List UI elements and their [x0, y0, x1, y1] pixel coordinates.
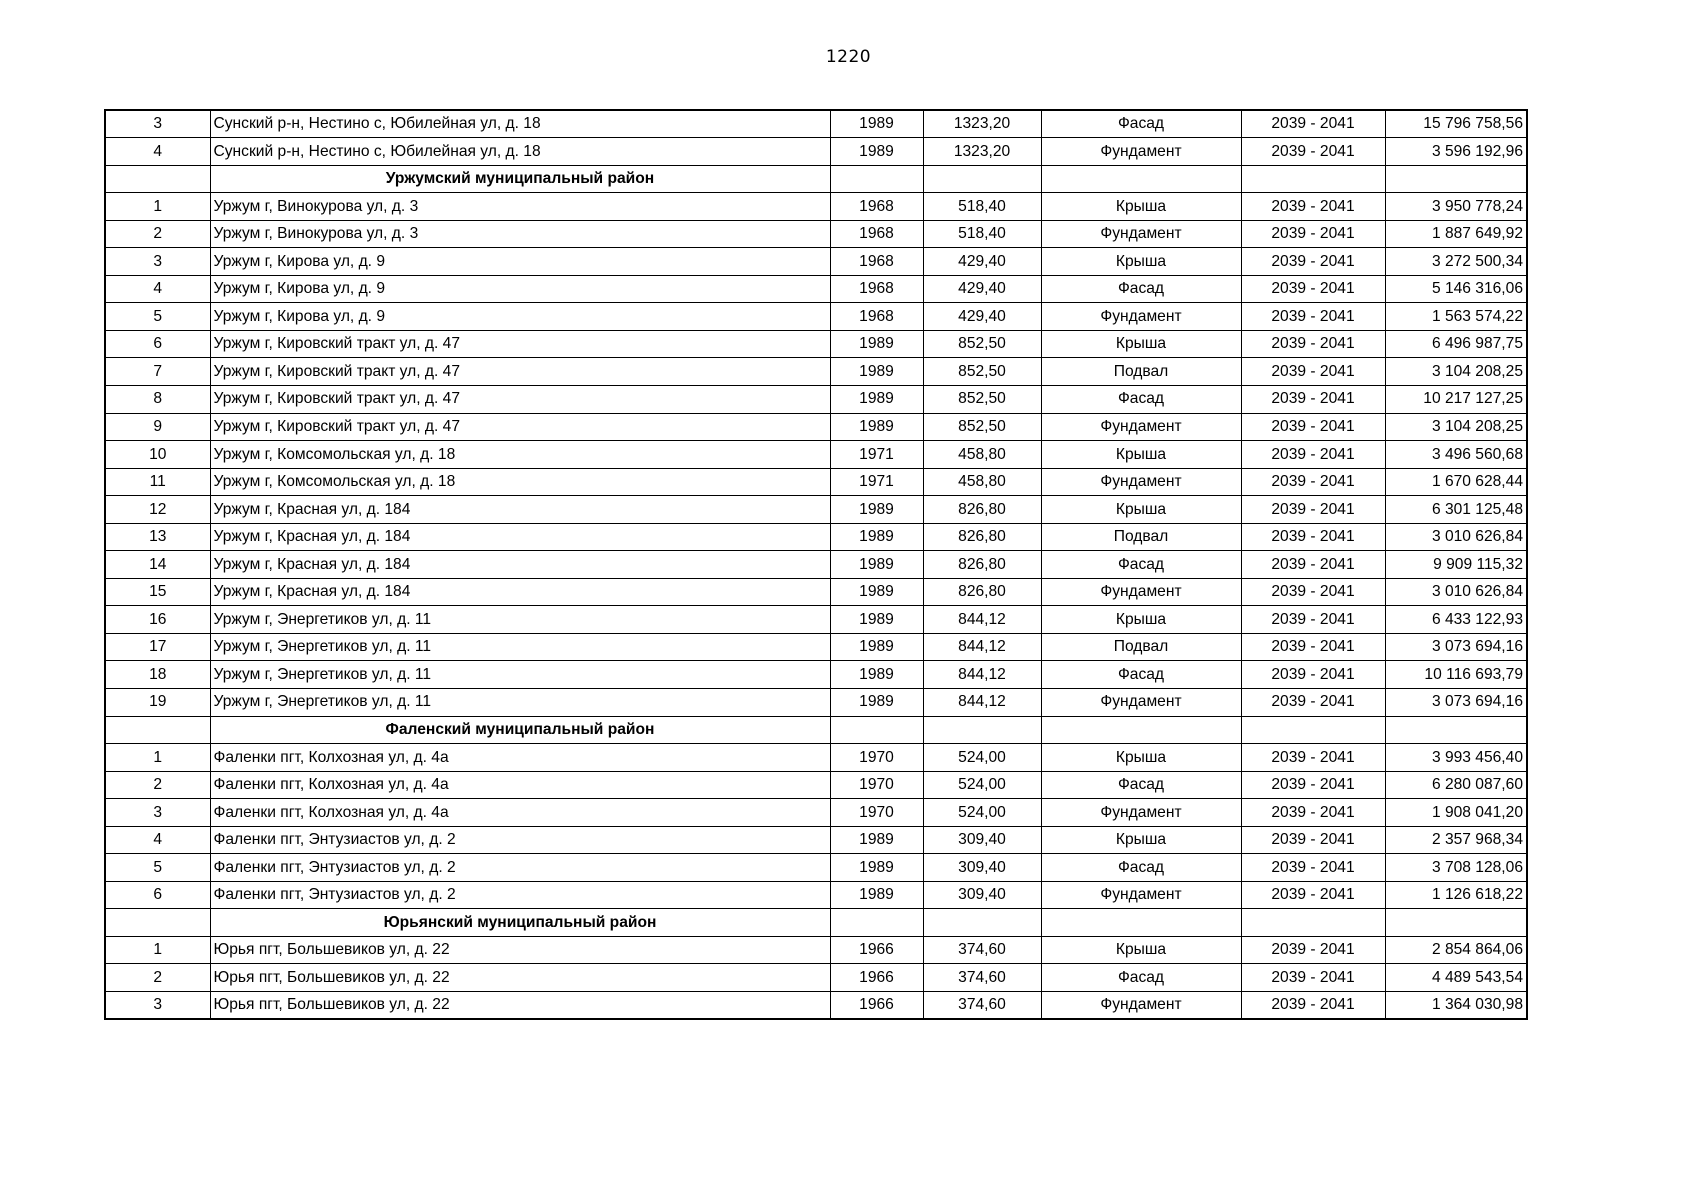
table-row: [105, 771, 1527, 799]
area-cell: 844,12: [923, 606, 1041, 634]
table-row: [105, 799, 1527, 827]
address-cell: Сунский р-н, Нестино с, Юбилейная ул, д. 18: [210, 110, 830, 138]
work-type-cell: Фасад: [1041, 551, 1241, 579]
cost-cell: 3 073 694,16: [1385, 688, 1527, 716]
address-cell: Уржум г, Красная ул, д. 184: [210, 578, 830, 606]
year-cell: 1989: [830, 633, 923, 661]
row-number-cell: 1: [105, 744, 210, 772]
area-cell: 826,80: [923, 496, 1041, 524]
area-cell: 844,12: [923, 661, 1041, 689]
address-cell: Уржум г, Энергетиков ул, д. 11: [210, 661, 830, 689]
work-type-cell: Крыша: [1041, 330, 1241, 358]
cost-cell: 1 908 041,20: [1385, 799, 1527, 827]
area-cell: 524,00: [923, 744, 1041, 772]
year-cell: 1970: [830, 799, 923, 827]
cost-cell: 6 280 087,60: [1385, 771, 1527, 799]
year-cell: 1968: [830, 248, 923, 276]
cost-cell: 3 950 778,24: [1385, 193, 1527, 221]
table-row: [105, 303, 1527, 331]
row-number-cell: 13: [105, 523, 210, 551]
year-cell: 1966: [830, 992, 923, 1020]
section-title: Фаленский муниципальный район: [210, 716, 830, 744]
address-cell: Уржум г, Кирова ул, д. 9: [210, 275, 830, 303]
table-row: [105, 964, 1527, 992]
area-cell: 524,00: [923, 799, 1041, 827]
address-cell: Уржум г, Комсомольская ул, д. 18: [210, 468, 830, 496]
period-cell: 2039 - 2041: [1241, 744, 1385, 772]
year-cell: 1989: [830, 578, 923, 606]
row-number-cell: [105, 165, 210, 193]
work-type-cell: Подвал: [1041, 523, 1241, 551]
year-cell: 1989: [830, 358, 923, 386]
address-cell: Уржум г, Кирова ул, д. 9: [210, 303, 830, 331]
table-row: [105, 633, 1527, 661]
address-cell: Юрья пгт, Большевиков ул, д. 22: [210, 992, 830, 1020]
area-cell: 518,40: [923, 193, 1041, 221]
work-type-cell: Фундамент: [1041, 881, 1241, 909]
row-number-cell: 6: [105, 881, 210, 909]
work-type-cell: Крыша: [1041, 193, 1241, 221]
year-cell: 1989: [830, 661, 923, 689]
period-cell: 2039 - 2041: [1241, 826, 1385, 854]
work-type-cell: Фундамент: [1041, 992, 1241, 1020]
year-cell: 1989: [830, 826, 923, 854]
period-cell: 2039 - 2041: [1241, 992, 1385, 1020]
address-cell: Фаленки пгт, Энтузиастов ул, д. 2: [210, 826, 830, 854]
year-cell: 1989: [830, 138, 923, 166]
area-cell: 429,40: [923, 275, 1041, 303]
row-number-cell: 12: [105, 496, 210, 524]
table-row: [105, 468, 1527, 496]
area-cell: 852,50: [923, 330, 1041, 358]
year-cell: 1989: [830, 881, 923, 909]
area-cell: 458,80: [923, 468, 1041, 496]
table-row: [105, 138, 1527, 166]
work-type-cell: Фасад: [1041, 661, 1241, 689]
row-number-cell: 3: [105, 248, 210, 276]
row-number-cell: 4: [105, 138, 210, 166]
period-cell: 2039 - 2041: [1241, 523, 1385, 551]
row-number-cell: 2: [105, 771, 210, 799]
table-row: [105, 744, 1527, 772]
address-cell: Фаленки пгт, Колхозная ул, д. 4а: [210, 771, 830, 799]
work-type-cell: Фасад: [1041, 110, 1241, 138]
period-cell: 2039 - 2041: [1241, 468, 1385, 496]
row-number-cell: 1: [105, 936, 210, 964]
work-type-cell: Фундамент: [1041, 578, 1241, 606]
cost-cell: 3 073 694,16: [1385, 633, 1527, 661]
work-type-cell: Фундамент: [1041, 799, 1241, 827]
period-cell: 2039 - 2041: [1241, 688, 1385, 716]
period-cell: 2039 - 2041: [1241, 138, 1385, 166]
address-cell: Уржум г, Кировский тракт ул, д. 47: [210, 358, 830, 386]
row-number-cell: [105, 716, 210, 744]
work-type-cell: Крыша: [1041, 826, 1241, 854]
year-cell: 1989: [830, 413, 923, 441]
cost-cell: 3 104 208,25: [1385, 413, 1527, 441]
table-row: [105, 275, 1527, 303]
address-cell: Уржум г, Винокурова ул, д. 3: [210, 220, 830, 248]
year-cell: 1966: [830, 936, 923, 964]
row-number-cell: 3: [105, 992, 210, 1020]
cost-cell: 10 217 127,25: [1385, 385, 1527, 413]
year-cell: 1989: [830, 385, 923, 413]
period-cell: 2039 - 2041: [1241, 441, 1385, 469]
row-number-cell: 11: [105, 468, 210, 496]
cost-cell: 3 010 626,84: [1385, 523, 1527, 551]
address-cell: Уржум г, Энергетиков ул, д. 11: [210, 606, 830, 634]
cost-cell: 1 563 574,22: [1385, 303, 1527, 331]
address-cell: Уржум г, Винокурова ул, д. 3: [210, 193, 830, 221]
area-cell: 524,00: [923, 771, 1041, 799]
year-cell: 1968: [830, 220, 923, 248]
row-number-cell: 10: [105, 441, 210, 469]
row-number-cell: 5: [105, 303, 210, 331]
year-cell: 1968: [830, 275, 923, 303]
cost-cell: 5 146 316,06: [1385, 275, 1527, 303]
table-row: [105, 854, 1527, 882]
period-cell: 2039 - 2041: [1241, 275, 1385, 303]
cost-cell: [1385, 716, 1527, 744]
row-number-cell: 4: [105, 826, 210, 854]
year-cell: 1968: [830, 303, 923, 331]
cost-cell: 3 010 626,84: [1385, 578, 1527, 606]
cost-cell: 10 116 693,79: [1385, 661, 1527, 689]
area-cell: [923, 716, 1041, 744]
work-type-cell: [1041, 165, 1241, 193]
cost-cell: 3 596 192,96: [1385, 138, 1527, 166]
period-cell: 2039 - 2041: [1241, 496, 1385, 524]
area-cell: 374,60: [923, 936, 1041, 964]
address-cell: Юрья пгт, Большевиков ул, д. 22: [210, 936, 830, 964]
table-row: [105, 578, 1527, 606]
work-type-cell: Крыша: [1041, 936, 1241, 964]
work-type-cell: Фундамент: [1041, 303, 1241, 331]
table-row: [105, 551, 1527, 579]
period-cell: [1241, 165, 1385, 193]
period-cell: 2039 - 2041: [1241, 193, 1385, 221]
address-cell: Уржум г, Энергетиков ул, д. 11: [210, 633, 830, 661]
period-cell: 2039 - 2041: [1241, 220, 1385, 248]
work-type-cell: Подвал: [1041, 358, 1241, 386]
area-cell: 309,40: [923, 854, 1041, 882]
table-row: [105, 110, 1527, 138]
table-row: [105, 193, 1527, 221]
row-number-cell: 16: [105, 606, 210, 634]
row-number-cell: 5: [105, 854, 210, 882]
row-number-cell: 8: [105, 385, 210, 413]
area-cell: 309,40: [923, 826, 1041, 854]
area-cell: 1323,20: [923, 138, 1041, 166]
work-type-cell: Фундамент: [1041, 413, 1241, 441]
row-number-cell: 7: [105, 358, 210, 386]
table-row: [105, 413, 1527, 441]
area-cell: 844,12: [923, 633, 1041, 661]
work-type-cell: Фасад: [1041, 854, 1241, 882]
row-number-cell: 9: [105, 413, 210, 441]
year-cell: 1968: [830, 193, 923, 221]
work-type-cell: Фасад: [1041, 771, 1241, 799]
period-cell: [1241, 716, 1385, 744]
cost-cell: 15 796 758,56: [1385, 110, 1527, 138]
cost-cell: 3 496 560,68: [1385, 441, 1527, 469]
table-row: [105, 248, 1527, 276]
row-number-cell: 19: [105, 688, 210, 716]
page-number: 1220: [825, 47, 872, 67]
address-cell: Уржум г, Красная ул, д. 184: [210, 496, 830, 524]
period-cell: 2039 - 2041: [1241, 248, 1385, 276]
cost-cell: 6 301 125,48: [1385, 496, 1527, 524]
address-cell: Фаленки пгт, Энтузиастов ул, д. 2: [210, 854, 830, 882]
address-cell: Уржум г, Кирова ул, д. 9: [210, 248, 830, 276]
area-cell: [923, 165, 1041, 193]
cost-cell: 1 887 649,92: [1385, 220, 1527, 248]
address-cell: Фаленки пгт, Колхозная ул, д. 4а: [210, 744, 830, 772]
work-type-cell: Крыша: [1041, 248, 1241, 276]
cost-cell: [1385, 909, 1527, 937]
cost-cell: 6 433 122,93: [1385, 606, 1527, 634]
period-cell: 2039 - 2041: [1241, 110, 1385, 138]
year-cell: 1971: [830, 441, 923, 469]
year-cell: 1989: [830, 688, 923, 716]
area-cell: 826,80: [923, 578, 1041, 606]
area-cell: 844,12: [923, 688, 1041, 716]
area-cell: 429,40: [923, 248, 1041, 276]
row-number-cell: [105, 909, 210, 937]
area-cell: 852,50: [923, 413, 1041, 441]
period-cell: 2039 - 2041: [1241, 799, 1385, 827]
period-cell: 2039 - 2041: [1241, 633, 1385, 661]
year-cell: 1971: [830, 468, 923, 496]
section-header-row: [105, 716, 1527, 744]
address-cell: Уржум г, Кировский тракт ул, д. 47: [210, 385, 830, 413]
area-cell: 458,80: [923, 441, 1041, 469]
row-number-cell: 14: [105, 551, 210, 579]
table-row: [105, 936, 1527, 964]
cost-cell: 2 854 864,06: [1385, 936, 1527, 964]
area-cell: 826,80: [923, 551, 1041, 579]
cost-cell: 6 496 987,75: [1385, 330, 1527, 358]
work-type-cell: Фундамент: [1041, 688, 1241, 716]
address-cell: Уржум г, Красная ул, д. 184: [210, 523, 830, 551]
cost-cell: 3 708 128,06: [1385, 854, 1527, 882]
row-number-cell: 2: [105, 964, 210, 992]
year-cell: 1989: [830, 606, 923, 634]
period-cell: 2039 - 2041: [1241, 606, 1385, 634]
period-cell: 2039 - 2041: [1241, 330, 1385, 358]
row-number-cell: 17: [105, 633, 210, 661]
table-row: [105, 992, 1527, 1020]
period-cell: 2039 - 2041: [1241, 551, 1385, 579]
year-cell: 1989: [830, 110, 923, 138]
cost-cell: 2 357 968,34: [1385, 826, 1527, 854]
year-cell: [830, 716, 923, 744]
address-cell: Уржум г, Красная ул, д. 184: [210, 551, 830, 579]
period-cell: 2039 - 2041: [1241, 881, 1385, 909]
year-cell: 1989: [830, 330, 923, 358]
period-cell: 2039 - 2041: [1241, 661, 1385, 689]
area-cell: [923, 909, 1041, 937]
work-type-cell: Крыша: [1041, 496, 1241, 524]
table-row: [105, 220, 1527, 248]
period-cell: 2039 - 2041: [1241, 936, 1385, 964]
address-cell: Фаленки пгт, Энтузиастов ул, д. 2: [210, 881, 830, 909]
cost-cell: 3 272 500,34: [1385, 248, 1527, 276]
row-number-cell: 2: [105, 220, 210, 248]
cost-cell: 3 104 208,25: [1385, 358, 1527, 386]
year-cell: [830, 165, 923, 193]
section-header-row: [105, 909, 1527, 937]
period-cell: 2039 - 2041: [1241, 854, 1385, 882]
period-cell: 2039 - 2041: [1241, 303, 1385, 331]
section-title: Юрьянский муниципальный район: [210, 909, 830, 937]
work-type-cell: Крыша: [1041, 606, 1241, 634]
address-cell: Уржум г, Кировский тракт ул, д. 47: [210, 413, 830, 441]
table-row: [105, 441, 1527, 469]
work-type-cell: [1041, 909, 1241, 937]
area-cell: 309,40: [923, 881, 1041, 909]
table-row: [105, 496, 1527, 524]
table-row: [105, 688, 1527, 716]
section-header-row: [105, 165, 1527, 193]
area-cell: 852,50: [923, 358, 1041, 386]
registry-table: [104, 109, 1528, 1020]
row-number-cell: 3: [105, 110, 210, 138]
cost-cell: 3 993 456,40: [1385, 744, 1527, 772]
period-cell: 2039 - 2041: [1241, 578, 1385, 606]
year-cell: 1970: [830, 771, 923, 799]
year-cell: 1970: [830, 744, 923, 772]
address-cell: Фаленки пгт, Колхозная ул, д. 4а: [210, 799, 830, 827]
cost-cell: 1 126 618,22: [1385, 881, 1527, 909]
year-cell: [830, 909, 923, 937]
table-row: [105, 330, 1527, 358]
area-cell: 374,60: [923, 992, 1041, 1020]
table-row: [105, 881, 1527, 909]
year-cell: 1989: [830, 854, 923, 882]
area-cell: 374,60: [923, 964, 1041, 992]
area-cell: 852,50: [923, 385, 1041, 413]
area-cell: 518,40: [923, 220, 1041, 248]
row-number-cell: 18: [105, 661, 210, 689]
table-row: [105, 661, 1527, 689]
row-number-cell: 3: [105, 799, 210, 827]
address-cell: Юрья пгт, Большевиков ул, д. 22: [210, 964, 830, 992]
work-type-cell: Крыша: [1041, 744, 1241, 772]
area-cell: 826,80: [923, 523, 1041, 551]
work-type-cell: [1041, 716, 1241, 744]
row-number-cell: 15: [105, 578, 210, 606]
period-cell: 2039 - 2041: [1241, 771, 1385, 799]
address-cell: Сунский р-н, Нестино с, Юбилейная ул, д. 18: [210, 138, 830, 166]
address-cell: Уржум г, Комсомольская ул, д. 18: [210, 441, 830, 469]
year-cell: 1989: [830, 496, 923, 524]
period-cell: 2039 - 2041: [1241, 385, 1385, 413]
cost-cell: [1385, 165, 1527, 193]
period-cell: 2039 - 2041: [1241, 358, 1385, 386]
table-body: [105, 110, 1527, 1019]
period-cell: [1241, 909, 1385, 937]
work-type-cell: Фасад: [1041, 385, 1241, 413]
work-type-cell: Фундамент: [1041, 468, 1241, 496]
cost-cell: 4 489 543,54: [1385, 964, 1527, 992]
work-type-cell: Фундамент: [1041, 220, 1241, 248]
work-type-cell: Фасад: [1041, 964, 1241, 992]
address-cell: Уржум г, Энергетиков ул, д. 11: [210, 688, 830, 716]
work-type-cell: Подвал: [1041, 633, 1241, 661]
table-row: [105, 385, 1527, 413]
table-row: [105, 523, 1527, 551]
year-cell: 1989: [830, 551, 923, 579]
work-type-cell: Фасад: [1041, 275, 1241, 303]
period-cell: 2039 - 2041: [1241, 413, 1385, 441]
row-number-cell: 1: [105, 193, 210, 221]
table-row: [105, 606, 1527, 634]
year-cell: 1989: [830, 523, 923, 551]
cost-cell: 1 670 628,44: [1385, 468, 1527, 496]
row-number-cell: 4: [105, 275, 210, 303]
area-cell: 1323,20: [923, 110, 1041, 138]
year-cell: 1966: [830, 964, 923, 992]
section-title: Уржумский муниципальный район: [210, 165, 830, 193]
address-cell: Уржум г, Кировский тракт ул, д. 47: [210, 330, 830, 358]
cost-cell: 1 364 030,98: [1385, 992, 1527, 1020]
work-type-cell: Фундамент: [1041, 138, 1241, 166]
period-cell: 2039 - 2041: [1241, 964, 1385, 992]
area-cell: 429,40: [923, 303, 1041, 331]
table-row: [105, 826, 1527, 854]
cost-cell: 9 909 115,32: [1385, 551, 1527, 579]
row-number-cell: 6: [105, 330, 210, 358]
table-row: [105, 358, 1527, 386]
work-type-cell: Крыша: [1041, 441, 1241, 469]
